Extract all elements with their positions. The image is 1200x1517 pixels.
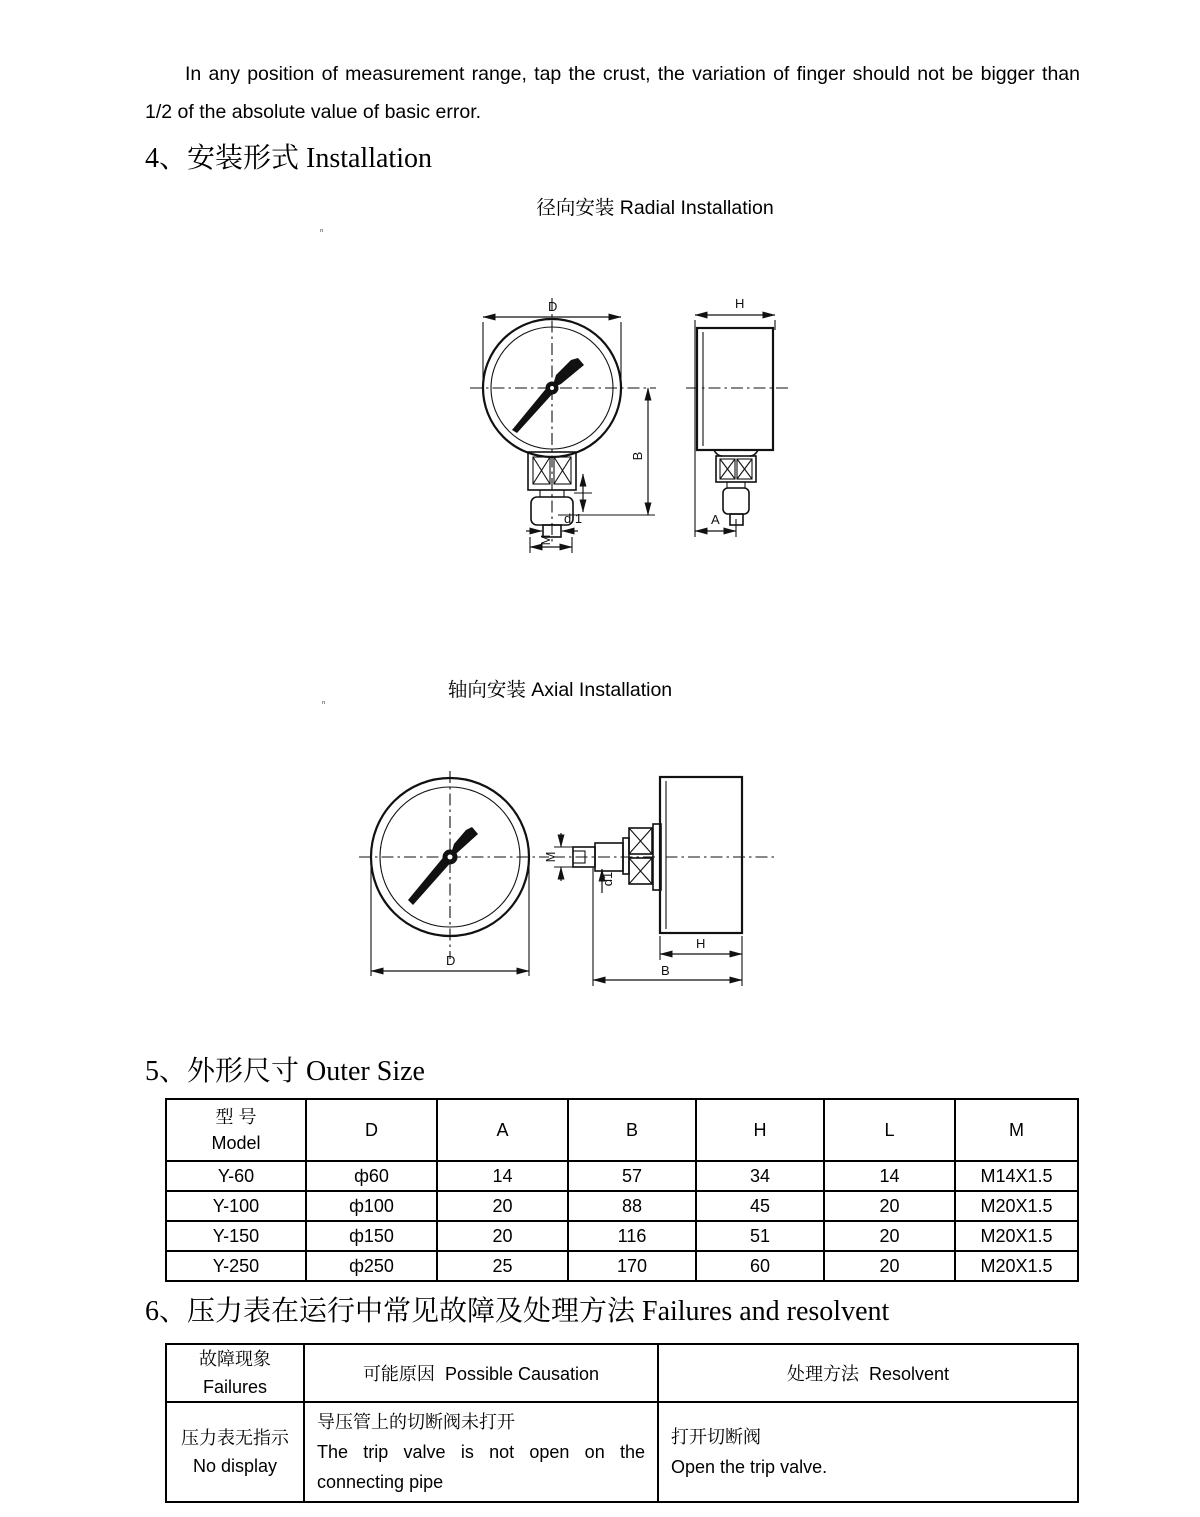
table-row [166, 1251, 1078, 1281]
table-header-row [166, 1099, 1078, 1161]
header-h: H [696, 1099, 824, 1161]
intro-paragraph: In any position of measurement range, tap the crust, the variation of finger should not be bigger than 1/2 of the absolute value of basic error. [145, 63, 1080, 123]
cause-zh: 导压管上的切断阀未打开 [317, 1412, 515, 1432]
cell-m: M20X1.5 [955, 1221, 1078, 1251]
dim-label-b: B [630, 451, 645, 461]
cell-model: Y-250 [166, 1251, 306, 1281]
symptom-zh: 压力表无指示 [181, 1428, 289, 1448]
header-model-en: Model [211, 1133, 261, 1153]
axial-installation-drawing [345, 765, 780, 1015]
cell-symptom [166, 1402, 304, 1502]
stray-mark: ⁿ [322, 698, 326, 708]
dim-label-d1: d 1 [564, 511, 583, 526]
cell-a: 20 [437, 1221, 568, 1251]
radial-installation-drawing [440, 290, 810, 560]
dim-label-b: B [661, 963, 670, 978]
cell-d: ф60 [306, 1161, 437, 1191]
cell-h: 45 [696, 1191, 824, 1221]
cell-l: 14 [824, 1161, 955, 1191]
dim-label-h: H [696, 936, 706, 951]
axial-front-view [359, 771, 549, 976]
dim-label-d: D [548, 299, 558, 314]
table-row [166, 1191, 1078, 1221]
cell-a: 20 [437, 1191, 568, 1221]
outer-size-table [165, 1098, 1079, 1282]
dim-label-h: H [735, 296, 745, 311]
remedy-en: Open the trip valve. [671, 1457, 828, 1477]
header-resolvent-zh: 处理方法 [786, 1364, 859, 1384]
cell-b: 170 [568, 1251, 696, 1281]
header-m: M [955, 1099, 1078, 1161]
radial-installation-caption: 径向安装 Radial Installation [536, 197, 774, 219]
symptom-en: No display [192, 1456, 278, 1476]
cell-m: M20X1.5 [955, 1191, 1078, 1221]
cell-b: 88 [568, 1191, 696, 1221]
cell-l: 20 [824, 1251, 955, 1281]
cell-l: 20 [824, 1221, 955, 1251]
table-row [166, 1402, 1078, 1502]
header-model-zh: 型 号 [215, 1107, 257, 1127]
cell-d: ф250 [306, 1251, 437, 1281]
cell-h: 60 [696, 1251, 824, 1281]
cell-model: Y-100 [166, 1191, 306, 1221]
dim-label-d: D [446, 953, 456, 968]
table-header-row [166, 1344, 1078, 1402]
cell-b: 116 [568, 1221, 696, 1251]
section-outer-size-title: 5、外形尺寸 Outer Size [145, 1056, 425, 1087]
cell-a: 25 [437, 1251, 568, 1281]
cause-en: The trip valve is not open on the connecting pipe [317, 1442, 645, 1492]
needle-tail [552, 358, 584, 388]
cell-model: Y-60 [166, 1161, 306, 1191]
table-row [166, 1221, 1078, 1251]
header-failures [166, 1344, 304, 1402]
dim-label-d1: d1 [600, 871, 615, 887]
cell-b: 57 [568, 1161, 696, 1191]
header-causation [304, 1344, 658, 1402]
cell-m: M14X1.5 [955, 1161, 1078, 1191]
dim-label-a: A [711, 512, 720, 527]
stray-mark: ⁿ [320, 226, 324, 236]
radial-side-view [686, 296, 788, 537]
header-b: B [568, 1099, 696, 1161]
table-row [166, 1161, 1078, 1191]
cell-a: 14 [437, 1161, 568, 1191]
cell-h: 51 [696, 1221, 824, 1251]
cell-resolvent [658, 1402, 1078, 1502]
cell-d: ф100 [306, 1191, 437, 1221]
dim-label-m: M [543, 851, 558, 863]
header-resolvent [658, 1344, 1078, 1402]
header-causation-en: Possible Causation [444, 1364, 600, 1384]
header-failures-en: Failures [202, 1377, 268, 1397]
header-resolvent-en: Resolvent [868, 1364, 950, 1384]
section-failures-title: 6、压力表在运行中常见故障及处理方法 Failures and resolvent [145, 1296, 890, 1327]
axial-side-view [543, 777, 777, 986]
header-d: D [306, 1099, 437, 1161]
remedy-zh: 打开切断阀 [671, 1427, 761, 1447]
header-failures-zh: 故障现象 [199, 1349, 271, 1369]
header-model [166, 1099, 306, 1161]
cell-model: Y-150 [166, 1221, 306, 1251]
radial-front-view [470, 298, 656, 553]
cell-h: 34 [696, 1161, 824, 1191]
failures-table [165, 1343, 1079, 1503]
cell-l: 20 [824, 1191, 955, 1221]
header-causation-zh: 可能原因 [362, 1364, 435, 1384]
section-installation-title: 4、安装形式 Installation [145, 143, 432, 174]
cell-d: ф150 [306, 1221, 437, 1251]
header-l: L [824, 1099, 955, 1161]
cell-m: M20X1.5 [955, 1251, 1078, 1281]
header-a: A [437, 1099, 568, 1161]
cell-causation [304, 1402, 658, 1502]
axial-installation-caption: 轴向安装 Axial Installation [447, 679, 673, 701]
dim-label-m: M [538, 534, 553, 546]
